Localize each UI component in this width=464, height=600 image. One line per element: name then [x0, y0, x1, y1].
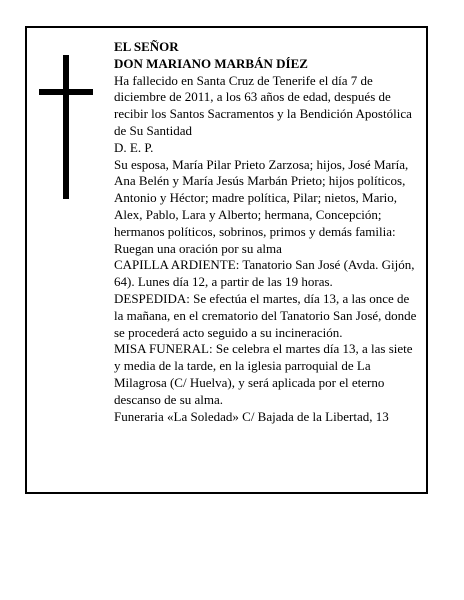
- family-list: Su esposa, María Pilar Prieto Zarzosa; hijos, José María, Ana Belén y María Jesús Marbán Prieto; hijos políticos, Antonio y Héctor; madre política, Pilar; nietos, Mario, Alex, Pablo, Lara y Alberto; hermana, Concepción; hermanos políticos, sobrinos, primos y demás familia:: [114, 156, 409, 239]
- funeral-mass-info: MISA FUNERAL: Se celebra el martes día 13, a las siete y media de la tarde, en la iglesia parroquial de La Milagrosa (C/ Huelva), y será aplicada por el eterno descanso de su alma.: [114, 341, 413, 407]
- rip-line: D. E. P.: [114, 139, 154, 155]
- cross-vertical-bar: [63, 55, 69, 199]
- farewell-info: DESPEDIDA: Se efectúa el martes, día 13, a las once de la mañana, en el crematorio del Tanatorio San José, donde se procederá acto seguido a su incineración.: [114, 290, 417, 340]
- cross-horizontal-bar: [39, 89, 93, 95]
- prayer-request: Ruegan una oración por su alma: [114, 240, 282, 256]
- notice-text: [114, 39, 418, 425]
- deceased-name: DON MARIANO MARBÁN DÍEZ: [114, 55, 308, 71]
- notice-title: EL SEÑOR: [114, 39, 179, 54]
- obituary-notice: [25, 26, 428, 494]
- funeral-home: Funeraria «La Soledad» C/ Bajada de la Libertad, 13: [114, 408, 389, 424]
- chapel-info: CAPILLA ARDIENTE: Tanatorio San José (Avda. Gijón, 64). Lunes día 12, a partir de las 19 horas.: [114, 257, 415, 290]
- cross-icon: [39, 55, 93, 199]
- death-announcement: Ha fallecido en Santa Cruz de Tenerife el día 7 de diciembre de 2011, a los 63 años de edad, después de recibir los Santos Sacramentos y la Bendición Apostólica de Su Santidad: [114, 72, 412, 138]
